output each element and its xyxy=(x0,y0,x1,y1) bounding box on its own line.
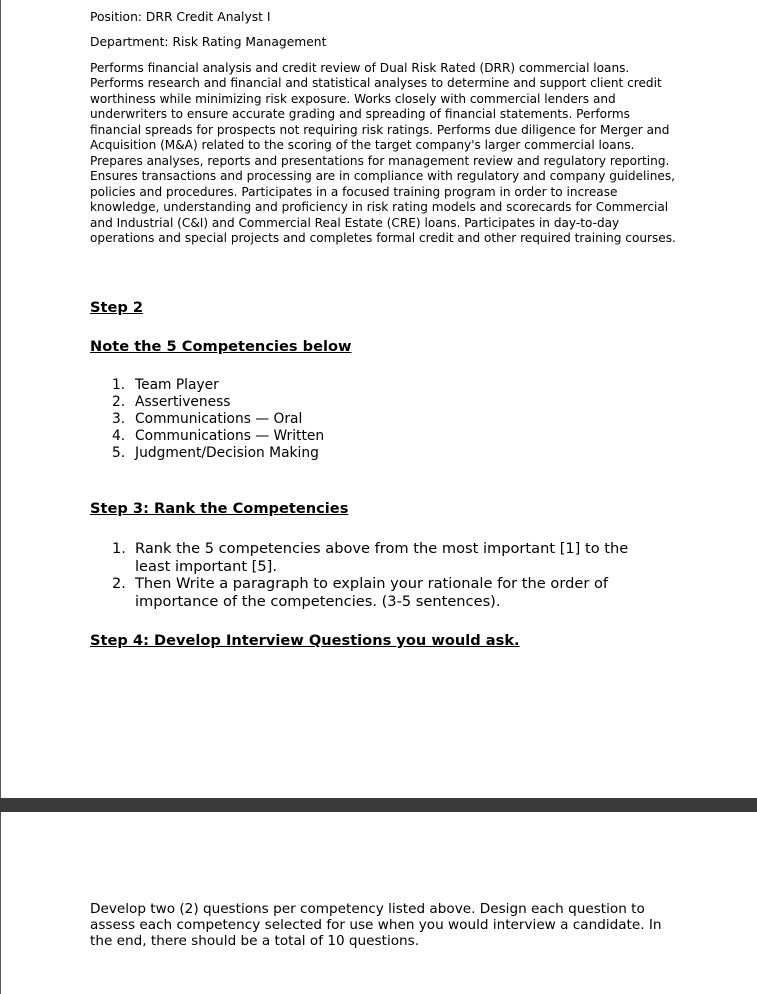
step4-paragraph: Develop two (2) questions per competency listed above. Design each question to assess each competency selected for use when you would interview a candidate. In the end, there should be a total of 10 questions. xyxy=(90,901,662,949)
competencies-list xyxy=(90,377,324,462)
job-description-paragraph: Performs financial analysis and credit review of Dual Risk Rated (DRR) commercial loans. Performs research and financial and statistical analyses to determine and support client credit worthiness while minimizing risk exposure. Works closely with commercial lenders and underwriters to ensure accurate grading and spreading of financial statements. Performs financial spreads for prospects not requiring risk ratings. Performs due diligence for Merger and Acquisition (M&A) related to the scoring of the target company's larger commercial loans. Prepares analyses, reports and presentations for management review and regulatory reporting. Ensures transactions and processing are in compliance with regulatory and company guidelines, policies and procedures. Participates in a focused training program in order to increase knowledge, understanding and proficiency in risk rating models and scorecards for Commercial and Industrial (C&I) and Commercial Real Estate (CRE) loans. Participates in day-to-day operations and special projects and completes formal credit and other required training courses. xyxy=(90,61,676,245)
position-line: Position: DRR Credit Analyst I xyxy=(90,10,271,24)
list-item: 2. Assertiveness xyxy=(112,394,231,411)
step3-list xyxy=(90,540,660,610)
step3-heading: Step 3: Rank the Competencies xyxy=(90,500,349,517)
department-line: Department: Risk Rating Management xyxy=(90,35,327,49)
step4-heading: Step 4: Develop Interview Questions you would ask. xyxy=(90,632,520,649)
list-item: 1. Team Player xyxy=(112,377,219,393)
step2-heading: Step 2 xyxy=(90,299,144,316)
list-item: 5. Judgment/Decision Making xyxy=(112,445,319,462)
competencies-heading: Note the 5 Competencies below xyxy=(90,338,352,355)
list-item: 2. Then Write a paragraph to explain your rationale for the order of importance of the competencies. (3-5 sentences). xyxy=(112,575,609,610)
page-break xyxy=(0,798,757,812)
list-item: 4. Communications — Written xyxy=(112,428,325,445)
list-item: 3. Communications — Oral xyxy=(112,411,303,428)
list-item: 1. Rank the 5 competencies above from the most important [1] to the least important [5]. xyxy=(112,540,629,575)
